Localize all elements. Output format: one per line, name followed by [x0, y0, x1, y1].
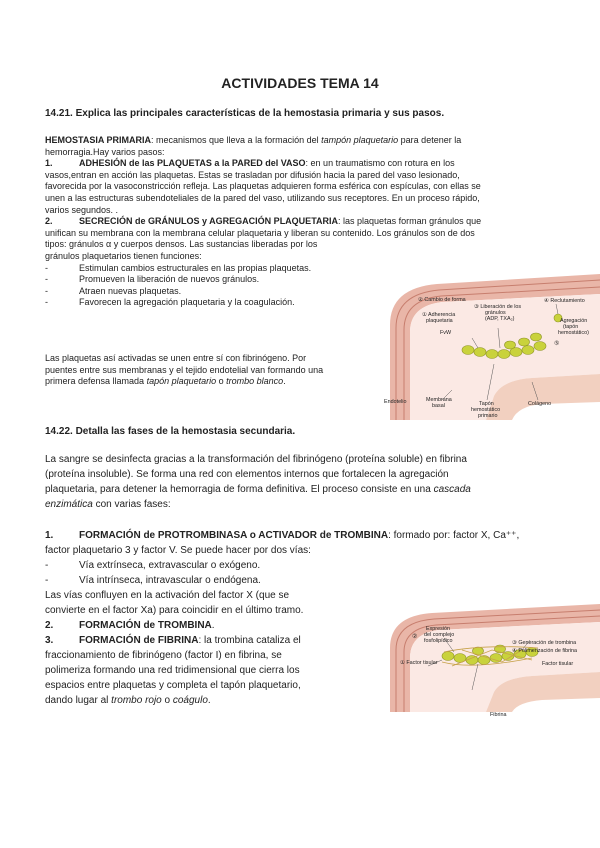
phase-3-line-1: 3. FORMACIÓN de FIBRINA: la trombina cataliza el: [45, 635, 301, 646]
label-adp: (ADP, TXA₂): [485, 316, 515, 322]
label-membrana: Membrana: [426, 397, 452, 403]
label-fibrina: Fibrina: [490, 712, 507, 718]
list-item: - Atraen nuevas plaquetas.: [45, 285, 182, 296]
label-expresion: Expresión: [426, 626, 450, 632]
label-cambio-forma: ② Cambio de forma: [418, 297, 466, 303]
list-item: - Favorecen la agregación plaquetaria y la coagulación.: [45, 297, 295, 308]
vias-line-1: Las vías confluyen en la activación del factor X (que se: [45, 590, 290, 601]
label-generacion: ③ Generación de trombina: [512, 640, 577, 646]
list-item: - Vía extrínseca, extravascular o exógeno.: [45, 560, 261, 571]
label-step-2: ②: [412, 634, 418, 640]
vias-line-2: convierte en el factor Xa) para coincidir en el último tramo.: [45, 605, 304, 616]
question-heading-14-21: 14.21. Explica las principales características de la hemostasia primaria y sus pasos.: [45, 108, 445, 119]
label-tapon-paren: (tapón: [563, 324, 579, 330]
list-item: - Estimulan cambios estructurales en las propias plaquetas.: [45, 262, 312, 273]
label-primario: primario: [478, 413, 498, 419]
label-polimerizacion: ④ Polimerización de fibrina: [512, 648, 578, 654]
label-adherencia: ① Adherencia: [422, 312, 456, 318]
label-reclutamiento: ④ Reclutamiento: [544, 298, 585, 304]
step-1-line-2: vasos,entran en acción las plaquetas. Estas se trasladan por difusión hacia la pared del vaso lesionado,: [45, 169, 460, 180]
primary-hemostasis-figure: [382, 270, 600, 430]
intro2-line-2: (proteína insoluble). Se forma una red con elementos internos que fortalecen la agregación: [45, 469, 449, 480]
phase-1-line-2: factor plaquetario 3 y factor V. Se puede hacer por dos vías:: [45, 545, 311, 556]
phase-2: 2. FORMACIÓN de TROMBINA.: [45, 620, 215, 631]
label-basal: basal: [432, 403, 445, 409]
phase-3-line-4: espacios entre plaquetas y completa el tapón plaquetario,: [45, 680, 301, 691]
label-endotelio: Endotelio: [384, 399, 407, 405]
paragraph-conclusion: [45, 353, 375, 388]
conclusion-line-3: primera defensa llamada tapón plaquetario o trombo blanco.: [45, 376, 286, 387]
question-heading-14-22: 14.22. Detalla las fases de la hemostasia secundaria.: [45, 426, 296, 437]
intro-line-1: HEMOSTASIA PRIMARIA: mecanismos que lleva a la formación del tampón plaquetario para detener la: [45, 135, 462, 145]
label-fosfolipidico: fosfolipídico: [424, 638, 453, 644]
paragraph-secundaria-intro: [45, 452, 565, 512]
intro2-line-1: La sangre se desinfecta gracias a la transformación del fibrinógeno (proteína soluble) en fibrina: [45, 454, 467, 465]
conclusion-line-1: Las plaquetas así activadas se unen entre sí con fibrinógeno. Por: [45, 353, 307, 363]
list-item: - Vía intrínseca, intravascular o endógena.: [45, 575, 261, 586]
label-plaquetaria: plaquetaria: [426, 318, 453, 324]
step-2-line-4: gránulos plaquetarios tienen funciones:: [45, 250, 202, 261]
step-2-line-2: unifican su membrana con la membrana celular plaquetaria y liberan su contenido. Los gránulos son de dos: [45, 227, 475, 238]
label-factor-tisular-2: Factor tisular: [542, 661, 574, 667]
intro-line-2: hemorragia.Hay varios pasos:: [45, 146, 165, 157]
label-hemostatico-2: hemostático: [471, 407, 501, 413]
page-title: ACTIVIDADES TEMA 14: [221, 75, 379, 91]
step-1-line-3: favorecida por la vasoconstricción refleja. Las plaquetas adquieren forma esférica con espículas, con ellas se: [45, 181, 481, 192]
label-hemostatico: hemostático): [558, 330, 589, 336]
phase-1-line-1: 1. FORMACIÓN de PROTROMBINASA o ACTIVADOR de TROMBINA: formado por: factor X, Ca⁺⁺,: [45, 530, 520, 541]
label-agregacion: Agregación: [560, 318, 588, 324]
secondary-hemostasis-figure: [382, 600, 600, 730]
step-1-line-1: 1. ADHESIÓN de las PLAQUETAS a la PARED del VASO: en un traumatismo con rotura en los: [45, 158, 455, 169]
label-liberacion: ③ Liberación de los: [474, 304, 522, 310]
intro2-line-3: plaquetaria, para detener la hemorragia de forma definitiva. El proceso consiste en una cascada: [45, 484, 471, 495]
phase-3-line-2: fraccionamiento de fibrinógeno (factor I) en fibrina, se: [45, 650, 282, 661]
intro2-line-4: enzimática con varias fases:: [45, 499, 171, 510]
step-2-line-1: 2. SECRECIÓN de GRÁNULOS y AGREGACIÓN PLAQUETARIA: las plaquetas forman gránulos que: [45, 216, 482, 227]
label-del-complejo: del complejo: [424, 632, 455, 638]
label-step-5: ⑤: [554, 341, 560, 347]
label-granulos: gránulos: [485, 310, 506, 316]
label-fvw: FvW: [440, 330, 452, 336]
step-1-line-5: varios segundos. .: [45, 204, 119, 215]
label-factor-tisular-1: ① Factor tisular: [400, 660, 438, 666]
phase-3-line-3: polimeriza formando una red tridimensional que cierra los: [45, 665, 300, 676]
step-1-line-4: unen a las estructuras subendoteliales de la pared del vaso, utilizando sus receptores. En un proceso rápido,: [45, 192, 480, 203]
phase-3-line-5: dando lugar al trombo rojo o coágulo.: [45, 695, 211, 706]
list-item: - Promueven la liberación de nuevos gránulos.: [45, 274, 260, 285]
label-tapon: Tapón: [479, 401, 494, 407]
step-2-line-3: tipos: gránulos α y cuerpos densos. Las sustancias liberadas por los: [45, 239, 318, 250]
label-colageno: Colágeno: [528, 401, 552, 407]
conclusion-line-2: puentes entre sus membranas y el tejido endotelial van formando una: [45, 364, 324, 375]
